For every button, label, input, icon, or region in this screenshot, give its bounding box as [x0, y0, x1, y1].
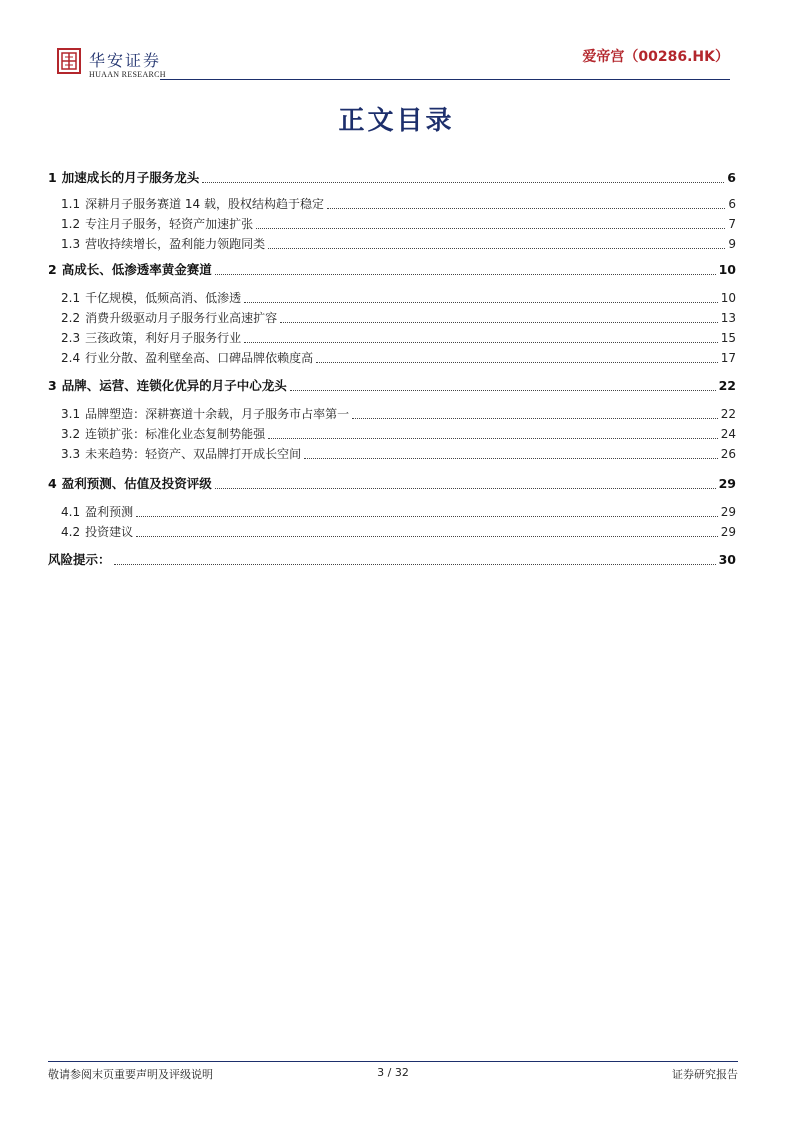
- toc-title: 三孩政策，利好月子服务行业: [85, 331, 242, 345]
- toc-title: 千亿规模，低频高消、低渗透: [85, 291, 242, 305]
- logo-seal-icon: [57, 48, 81, 74]
- company-ticker: 爱帝宫（00286.HK）: [582, 49, 729, 65]
- toc-title: 未来趋势：轻资产、双品牌打开成长空间: [85, 447, 302, 461]
- toc-number: 2.1: [61, 291, 81, 305]
- toc-leader-dots: [215, 488, 716, 489]
- toc-leader-dots: [327, 208, 725, 209]
- toc-number: 3.3: [61, 447, 81, 461]
- toc-leader-dots: [316, 362, 718, 363]
- toc-section[interactable]: [48, 406, 736, 422]
- toc-title: 连锁扩张：标准化业态复制势能强: [85, 427, 266, 441]
- toc-leader-dots: [268, 438, 718, 439]
- toc-section[interactable]: [48, 330, 736, 346]
- toc-page-number: 13: [720, 311, 736, 325]
- toc-section[interactable]: [48, 290, 736, 306]
- toc-page-number: 9: [728, 237, 736, 251]
- toc-title: 行业分散、盈利壁垒高、口碑品牌依赖度高: [85, 351, 314, 365]
- toc-section[interactable]: [48, 236, 736, 252]
- footer-disclaimer: 敬请参阅末页重要声明及评级说明: [48, 1068, 213, 1081]
- toc-leader-dots: [215, 274, 716, 275]
- page-header: [0, 0, 793, 90]
- toc-title: 消费升级驱动月子服务行业高速扩容: [85, 311, 278, 325]
- toc-number: 1.2: [61, 217, 81, 231]
- toc-number: 4.1: [61, 505, 81, 519]
- toc-number: 4.2: [61, 525, 81, 539]
- toc-title: 深耕月子服务赛道 14 载，股权结构趋于稳定: [85, 197, 324, 211]
- toc-section[interactable]: [48, 310, 736, 326]
- toc-section[interactable]: [48, 216, 736, 232]
- toc-leader-dots: [202, 182, 724, 183]
- toc-leader-dots: [136, 516, 718, 517]
- page-number: 3 / 32: [377, 1066, 409, 1079]
- header-divider: [160, 79, 730, 80]
- company-logo: [57, 48, 177, 84]
- toc-page-number: 29: [720, 525, 736, 539]
- toc-page-number: 17: [720, 351, 736, 365]
- toc-title: 品牌、运营、连锁化优异的月子中心龙头: [61, 378, 287, 393]
- page-footer: [48, 1066, 738, 1084]
- toc-page-number: 29: [718, 476, 736, 491]
- toc-page-number: 29: [720, 505, 736, 519]
- toc-leader-dots: [352, 418, 718, 419]
- toc-number: 1.3: [61, 237, 81, 251]
- toc-number: 2.2: [61, 311, 81, 325]
- toc-chapter[interactable]: [48, 476, 736, 492]
- toc-page-number: 30: [718, 552, 736, 567]
- toc-page-number: 10: [720, 291, 736, 305]
- toc-section[interactable]: [48, 196, 736, 212]
- toc-title: 盈利预测、估值及投资评级: [61, 476, 212, 491]
- toc-section[interactable]: [48, 504, 736, 520]
- toc-leader-dots: [290, 390, 716, 391]
- toc-title: 高成长、低渗透率黄金赛道: [61, 262, 212, 277]
- toc-leader-dots: [256, 228, 725, 229]
- toc-page-number: 10: [718, 262, 736, 277]
- toc-page-number: 6: [727, 170, 736, 185]
- toc-section[interactable]: [48, 426, 736, 442]
- toc-title: 风险提示：: [48, 552, 111, 567]
- toc-leader-dots: [114, 564, 716, 565]
- toc-title: 加速成长的月子服务龙头: [61, 170, 200, 185]
- toc-title: 盈利预测: [85, 505, 134, 519]
- toc-chapter[interactable]: [48, 262, 736, 278]
- toc-number: 2.3: [61, 331, 81, 345]
- toc-section[interactable]: [48, 446, 736, 462]
- toc-page-number: 22: [720, 407, 736, 421]
- toc-page-number: 7: [728, 217, 736, 231]
- toc-chapter[interactable]: [48, 378, 736, 394]
- toc-number: 2.4: [61, 351, 81, 365]
- toc-leader-dots: [136, 536, 718, 537]
- toc-page-number: 24: [720, 427, 736, 441]
- footer-divider: [48, 1061, 738, 1062]
- toc-leader-dots: [268, 248, 725, 249]
- toc-number: 3: [48, 378, 57, 393]
- toc-leader-dots: [244, 342, 718, 343]
- toc-page-number: 6: [728, 197, 736, 211]
- toc-leader-dots: [304, 458, 718, 459]
- toc-number: 3.1: [61, 407, 81, 421]
- toc-title: 营收持续增长，盈利能力领跑同类: [85, 237, 266, 251]
- toc-number: 1: [48, 170, 57, 185]
- toc-title: 专注月子服务，轻资产加速扩张: [85, 217, 254, 231]
- toc-leader-dots: [280, 322, 718, 323]
- toc-page-number: 26: [720, 447, 736, 461]
- toc-section[interactable]: [48, 350, 736, 366]
- toc-chapter[interactable]: [48, 170, 736, 186]
- page-title: 正文目录: [338, 106, 455, 136]
- toc-leader-dots: [244, 302, 718, 303]
- toc-page-number: 22: [718, 378, 736, 393]
- toc-page-number: 15: [720, 331, 736, 345]
- toc-number: 2: [48, 262, 57, 277]
- logo-text-en: HUAAN RESEARCH: [89, 70, 166, 79]
- toc-title: 投资建议: [85, 525, 134, 539]
- toc-chapter[interactable]: [48, 552, 736, 568]
- toc-number: 3.2: [61, 427, 81, 441]
- toc-number: 1.1: [61, 197, 81, 211]
- toc-number: 4: [48, 476, 57, 491]
- toc-section[interactable]: [48, 524, 736, 540]
- logo-text-cn: 华安证券: [89, 51, 162, 70]
- toc-title: 品牌塑造：深耕赛道十余载，月子服务市占率第一: [85, 407, 350, 421]
- footer-report-type: 证券研究报告: [672, 1068, 738, 1081]
